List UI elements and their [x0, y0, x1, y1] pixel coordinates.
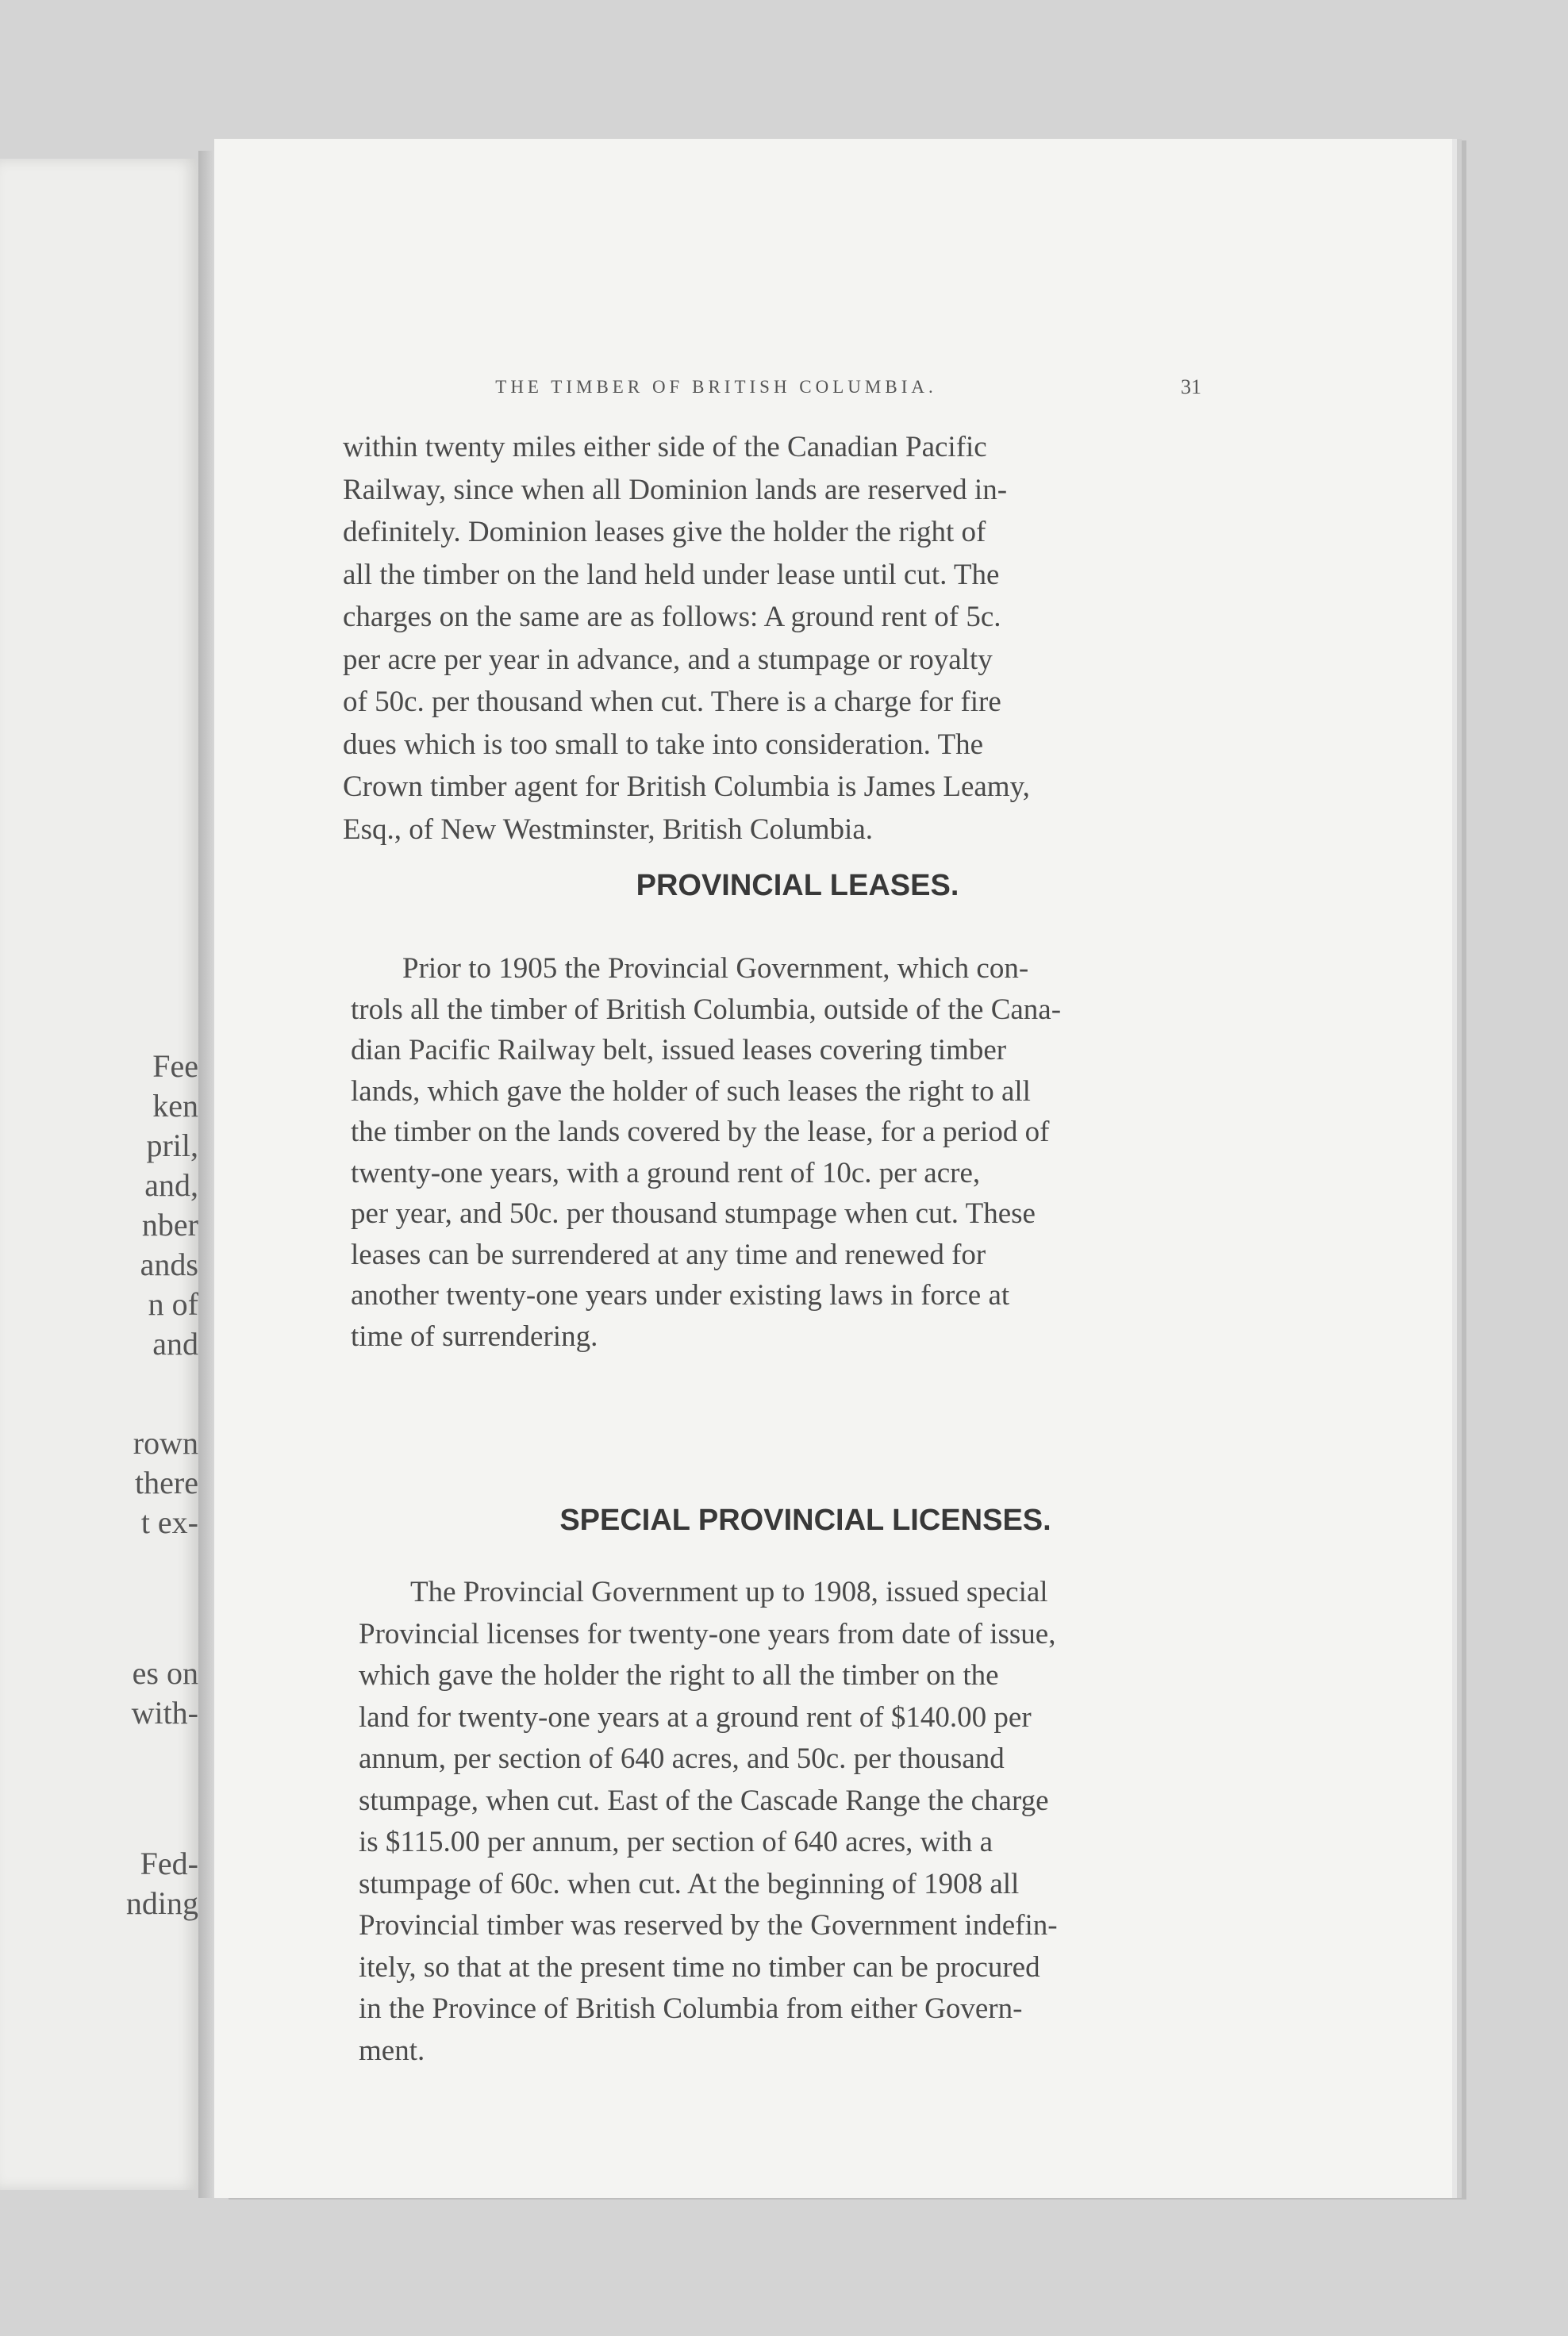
left-page-line: es on [132, 1655, 198, 1691]
text-line: stumpage of 60c. when cut. At the beginning of 1908 all [359, 1867, 1020, 1900]
text-line: all the timber on the land held under lease until cut. The [343, 558, 1000, 591]
left-page-line: nding [125, 1885, 198, 1921]
section-heading-provincial-leases: PROVINCIAL LEASES. [636, 869, 959, 902]
text-line: dian Pacific Railway belt, issued leases covering timber [351, 1034, 1007, 1066]
left-page [0, 159, 198, 2190]
text-line: within twenty miles either side of the Canadian Pacific [343, 431, 987, 463]
text-line: which gave the holder the right to all the timber on the [359, 1659, 999, 1692]
left-page-line: Fee [152, 1048, 198, 1084]
paragraph-special-provincial-licenses [359, 1572, 1263, 2072]
text-line: another twenty-one years under existing laws in force at [351, 1279, 1010, 1312]
text-line: definitely. Dominion leases give the holder the right of [343, 516, 986, 548]
text-line: the timber on the lands covered by the lease, for a period of [351, 1116, 1050, 1148]
paragraph-provincial-leases [351, 948, 1255, 1357]
text-line: Prior to 1905 the Provincial Government, which con- [402, 952, 1029, 985]
left-page-line: t ex- [140, 1504, 198, 1540]
left-page-line: there [135, 1465, 198, 1500]
page-number: 31 [1181, 375, 1201, 398]
text-line: time of surrendering. [351, 1320, 598, 1353]
left-page-line: nber [141, 1207, 198, 1243]
running-head: THE TIMBER OF BRITISH COLUMBIA. [495, 377, 937, 397]
text-line: per year, and 50c. per thousand stumpage when cut. These [351, 1197, 1036, 1230]
section-heading-special-provincial-licenses: SPECIAL PROVINCIAL LICENSES. [559, 1504, 1051, 1537]
left-page-line: pril, [146, 1128, 198, 1163]
right-page [214, 139, 1452, 2198]
left-page-line: and [152, 1326, 198, 1362]
text-line: itely, so that at the present time no timber can be procured [359, 1950, 1040, 1984]
text-line: lands, which gave the holder of such leases the right to all [351, 1074, 1031, 1108]
text-line: Crown timber agent for British Columbia is James Leamy, [343, 770, 1030, 803]
left-page-line: and, [144, 1167, 198, 1203]
text-line: is $115.00 per annum, per section of 640 acres, with a [359, 1826, 993, 1858]
text-line: Provincial timber was reserved by the Government indefin- [359, 1909, 1058, 1942]
left-page-line: ands [140, 1247, 198, 1282]
text-line: land for twenty-one years at a ground rent of $140.00 per [359, 1700, 1032, 1734]
text-line: trols all the timber of British Columbia, outside of the Cana- [351, 993, 1062, 1026]
text-line: annum, per section of 640 acres, and 50c. per thousand [359, 1742, 1005, 1775]
text-line: Provincial licenses for twenty-one years from date of issue, [359, 1617, 1056, 1650]
text-line: dues which is too small to take into consideration. The [343, 728, 984, 761]
text-line: leases can be surrendered at any time and renewed for [351, 1238, 986, 1271]
text-line: stumpage, when cut. East of the Cascade Range the charge [359, 1784, 1049, 1817]
text-line: Railway, since when all Dominion lands are reserved in- [343, 473, 1008, 506]
left-page-line: ken [152, 1088, 198, 1124]
text-line: per acre per year in advance, and a stumpage or royalty [343, 643, 993, 676]
left-page-line: Fed- [140, 1846, 198, 1881]
text-line: twenty-one years, with a ground rent of 10c. per acre, [351, 1156, 981, 1189]
left-page-line: with- [131, 1695, 198, 1731]
left-page-line: n of [148, 1286, 198, 1322]
text-line: ment. [359, 2034, 425, 2067]
paragraph-dominion-leases [343, 426, 1247, 851]
text-line: The Provincial Government up to 1908, issued special [410, 1576, 1048, 1608]
text-line: of 50c. per thousand when cut. There is a charge for fire [343, 686, 1001, 718]
text-line: in the Province of British Columbia from either Govern- [359, 1992, 1023, 2025]
left-page-line: rown [133, 1425, 198, 1461]
text-line: Esq., of New Westminster, British Columbia. [343, 813, 874, 846]
text-line: charges on the same are as follows: A ground rent of 5c. [343, 601, 1001, 633]
